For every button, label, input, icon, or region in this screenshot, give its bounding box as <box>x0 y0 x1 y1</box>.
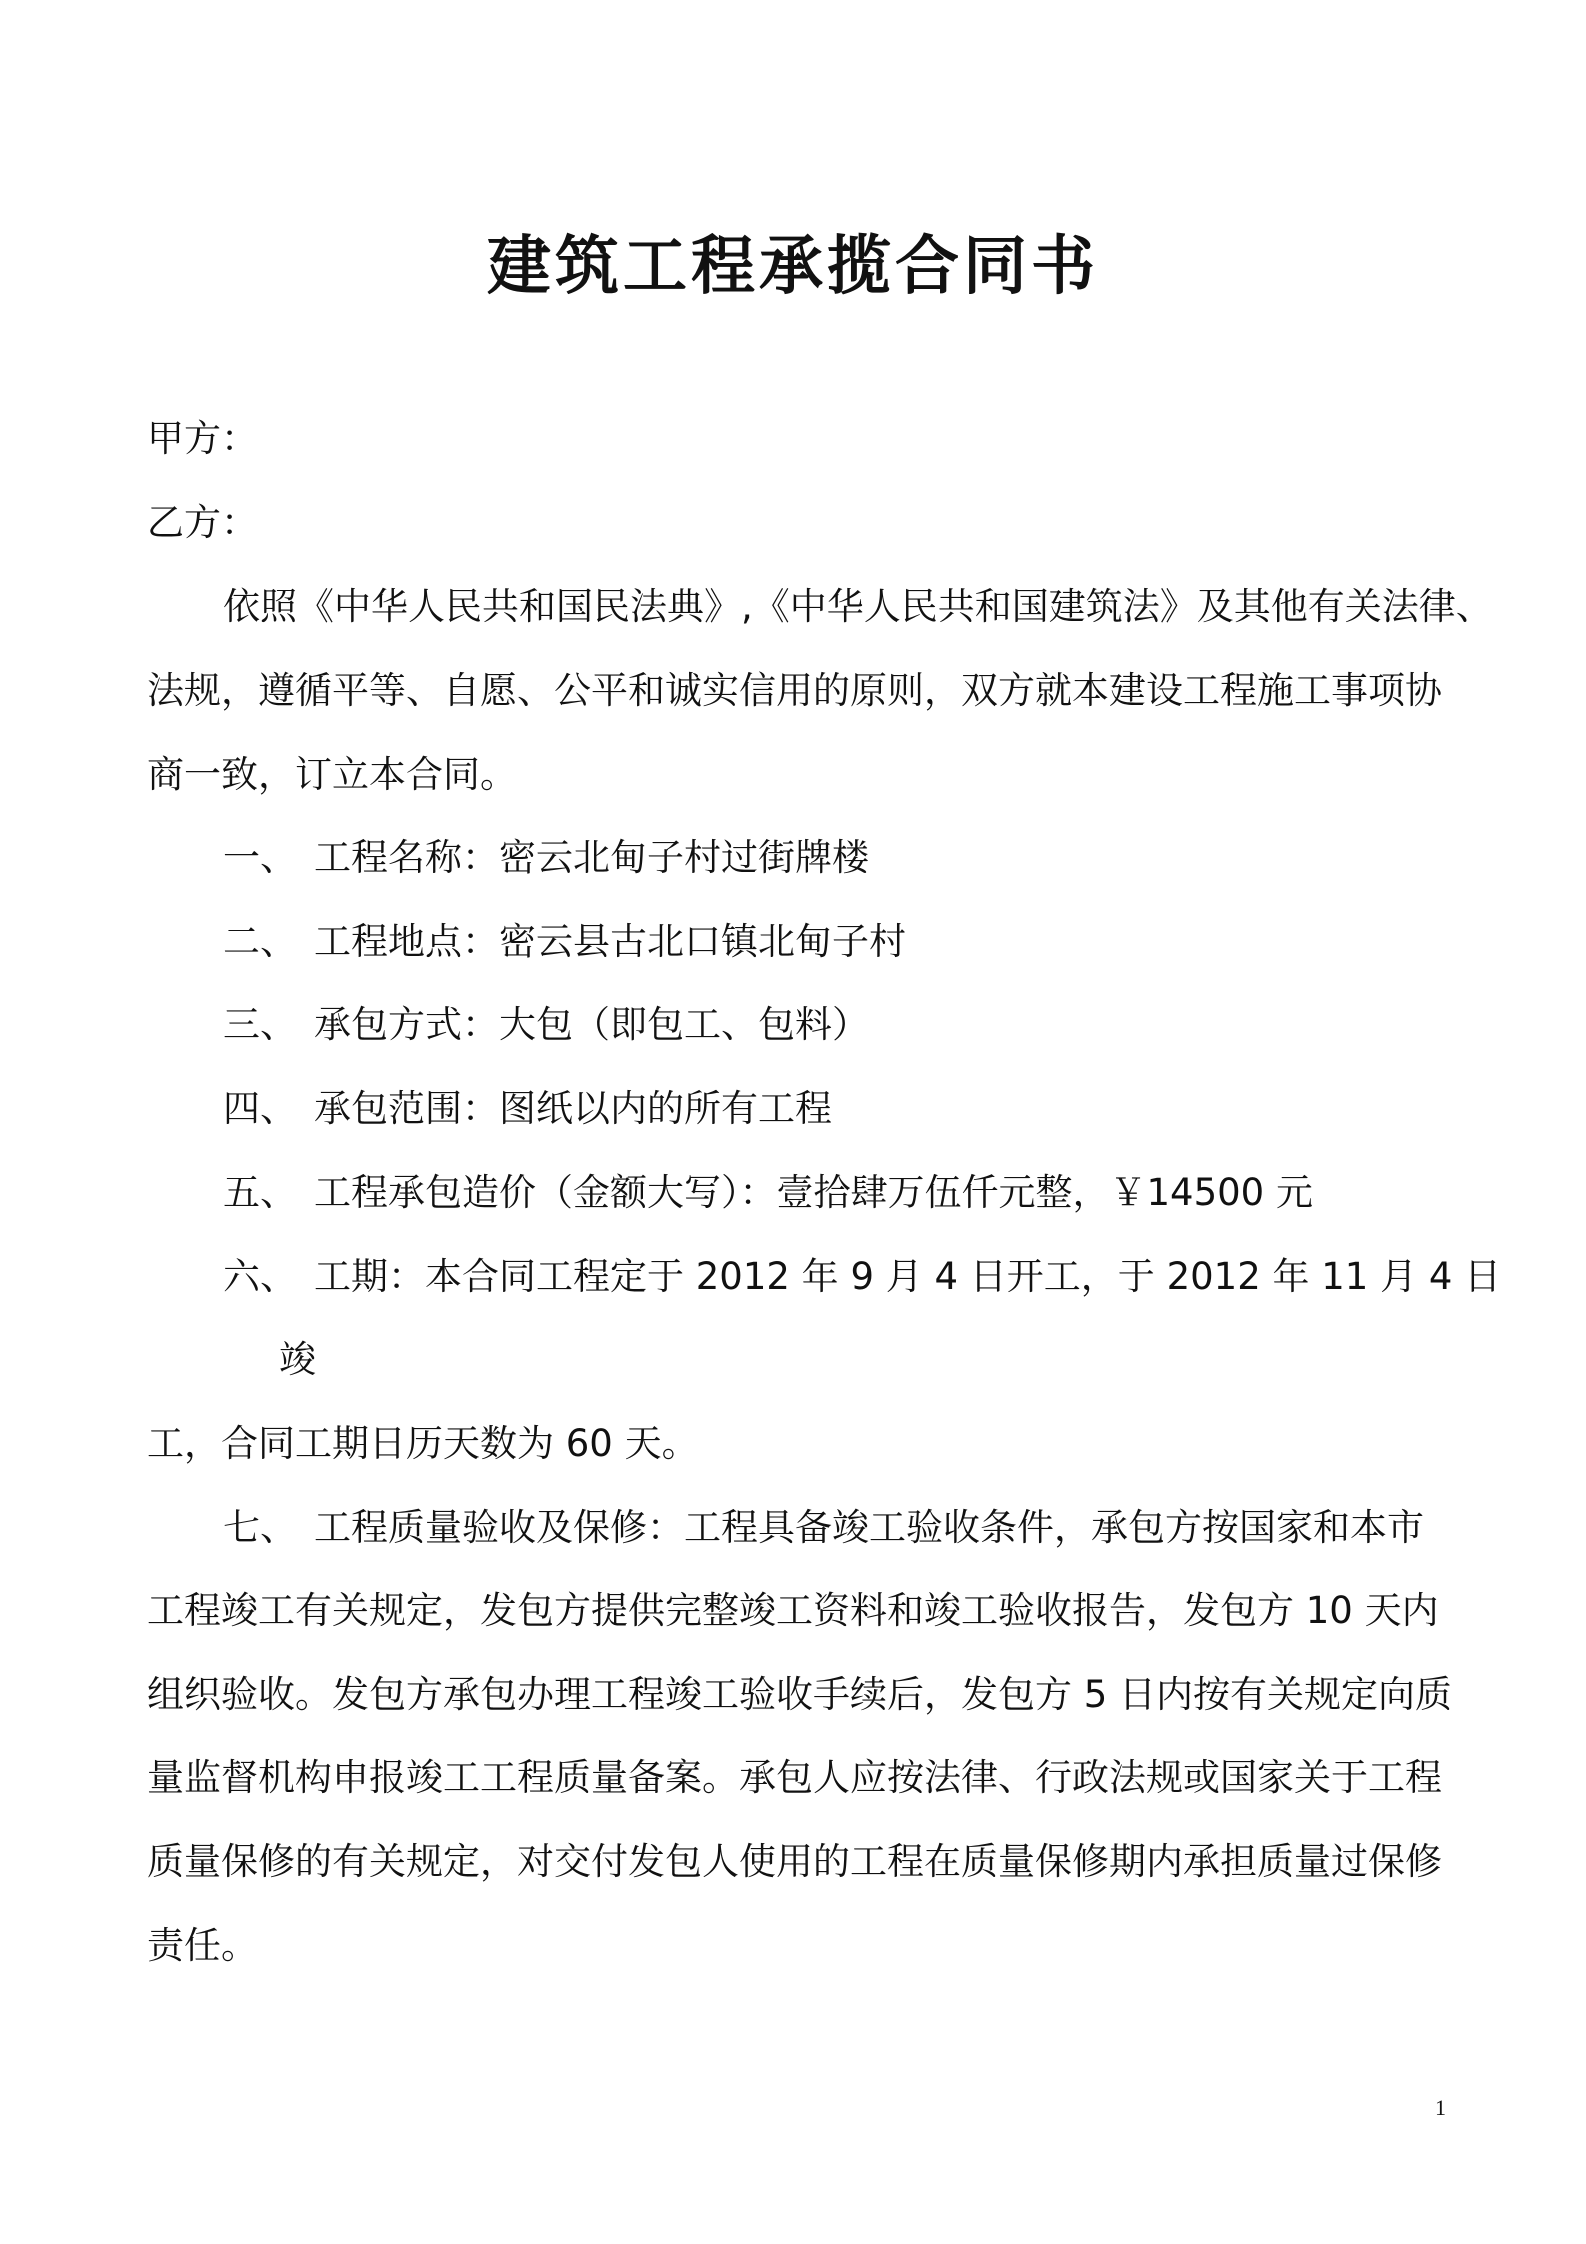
item-5-number: 五、 <box>223 1171 297 1214</box>
item-4-number: 四、 <box>223 1087 297 1130</box>
item-3-number: 三、 <box>223 1003 297 1046</box>
item-3-text: 承包方式：大包（即包工、包料） <box>314 1003 869 1046</box>
item-1-number: 一、 <box>223 836 297 879</box>
item-7-number: 七、 <box>223 1506 297 1549</box>
item-7-line-6: 责任。 <box>147 1924 258 1967</box>
item-7-line-5: 质量保修的有关规定，对交付发包人使用的工程在质量保修期内承担质量过保修 <box>147 1840 1442 1883</box>
party-b-label: 乙方： <box>147 501 258 544</box>
item-7-line-4: 量监督机构申报竣工工程质量备案。承包人应按法律、行政法规或国家关于工程 <box>147 1756 1442 1799</box>
document-title: 建筑工程承揽合同书 <box>487 230 1099 304</box>
page-number: 1 <box>1435 2095 1446 2120</box>
item-2-number: 二、 <box>223 920 297 963</box>
item-7-line-3: 组织验收。发包方承包办理工程竣工验收手续后，发包方 5 日内按有关规定向质 <box>147 1673 1453 1716</box>
item-6-text: 工期：本合同工程定于 2012 年 9 月 4 日开工，于 2012 年 11 月 4 日 <box>314 1255 1502 1298</box>
item-5-text: 工程承包造价（金额大写）：壹拾肆万伍仟元整，￥14500 元 <box>314 1171 1313 1214</box>
item-2-text: 工程地点：密云县古北口镇北甸子村 <box>314 920 906 963</box>
intro-line-1: 依照《中华人民共和国民法典》,《中华人民共和国建筑法》及其他有关法律、 <box>223 585 1493 628</box>
party-a-label: 甲方： <box>147 417 258 460</box>
item-6-number: 六、 <box>223 1255 297 1298</box>
item-6-continuation: 工，合同工期日历天数为 60 天。 <box>147 1422 699 1465</box>
item-1-text: 工程名称：密云北甸子村过街牌楼 <box>314 836 869 879</box>
item-7-first-line: 工程质量验收及保修：工程具备竣工验收条件，承包方按国家和本市 <box>314 1506 1424 1549</box>
intro-line-2: 法规，遵循平等、自愿、公平和诚实信用的原则，双方就本建设工程施工事项协 <box>147 669 1442 712</box>
intro-line-3: 商一致，订立本合同。 <box>147 753 517 796</box>
item-4-text: 承包范围：图纸以内的所有工程 <box>314 1087 832 1130</box>
item-6-wrap: 竣 <box>279 1338 316 1381</box>
item-7-line-2: 工程竣工有关规定，发包方提供完整竣工资料和竣工验收报告，发包方 10 天内 <box>147 1589 1439 1632</box>
